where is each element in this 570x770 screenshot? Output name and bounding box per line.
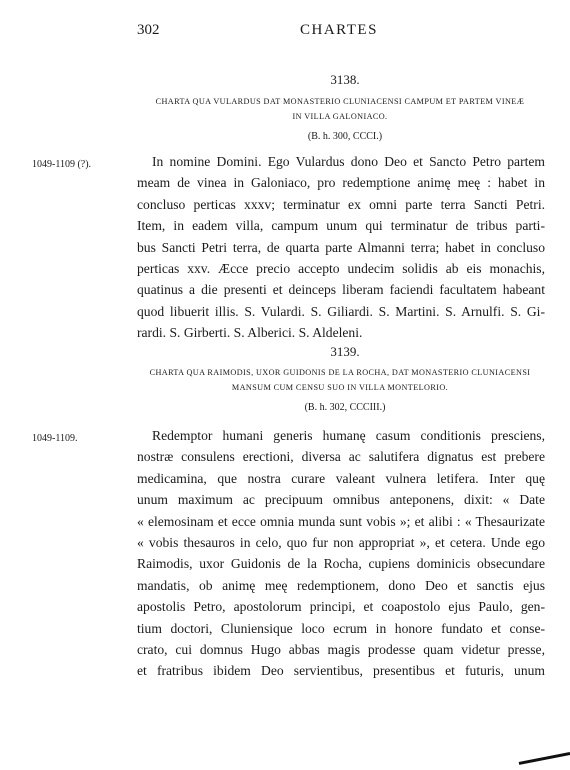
charter-number: 3138. — [330, 72, 360, 87]
text-line: nostræ consulens erectioni, diversa ac salutifera dignatus est prebere — [137, 449, 545, 465]
text-line: tium doctori, Cluniensique loco ecrum in honore fundato et conse- — [137, 620, 545, 636]
charter-title-line: CHARTA QUA VULARDUS DAT MONASTERIO CLUNIACENSI CAMPUM ET PARTEM VINEÆ — [155, 97, 525, 106]
charter-text — [137, 151, 545, 344]
text-line: « vobis thesauros in celo, quo fur non appropriat », et cetera. Unde ego — [137, 535, 545, 551]
page-number: 302 — [137, 22, 160, 38]
charter-title-line: CHARTA QUA RAIMODIS, UXOR GUIDONIS DE LA ROCHA, DAT MONASTERIO CLUNIACENSI — [149, 368, 531, 377]
text-line: unum maximum ac precipuum omnibus anteponens, dixit: « Date — [137, 492, 545, 508]
text-line: « elemosinam et ecce omnia munda sunt vobis »; et alibi : « Thesaurizate — [137, 513, 545, 529]
text-line: et fratribus ibidem Deo servientibus, presentibus et futuris, unum — [137, 663, 545, 679]
text-line: apostolis Petro, apostolorum principi, et coapostolo ejus Paulo, gen- — [137, 599, 545, 615]
text-line: concluso perticas xxxv; terminatur ex omni parte terra Sancti Petri. — [137, 196, 545, 212]
margin-date: 1049-1109. — [32, 433, 78, 444]
text-line: meam de vinea in Galoniaco, pro redemptione animę meę : habet in — [137, 175, 545, 191]
text-line: Redemptor humani generis humanę casum conditionis presciens, — [152, 428, 545, 443]
text-line: Raimodis, uxor Guidonis de la Rocha, cupiens dominicis obsecundare — [137, 556, 545, 572]
charter-title — [140, 365, 540, 395]
text-line: rardi. S. Girberti. S. Alberici. S. Aldeleni. — [137, 325, 363, 341]
text-line: Item, in eadem villa, campum unum qui terminatur de tribus parti- — [137, 218, 545, 234]
charter-number: 3139. — [330, 344, 360, 359]
page-header — [0, 18, 570, 42]
text-line: In nomine Domini. Ego Vulardus dono Deo et Sancto Petro partem — [152, 154, 545, 169]
margin-date: 1049-1109 (?). — [32, 159, 92, 170]
charter-title — [140, 94, 540, 124]
text-line: perticas xxv. Æcce precio accepto undecim solidis ab eis monachis, — [137, 261, 545, 277]
scan-mark — [519, 752, 570, 765]
charter-title-line: IN VILLA GALONIACO. — [292, 112, 388, 121]
charter-title-line: MANSUM CUM CENSU SUO IN VILLA MONTELORIO. — [231, 383, 449, 392]
text-line: bus Sancti Petri terra, de quarta parte Almanni terra; habet in concluso — [137, 239, 545, 255]
text-line: medicamina, que nostra curare valeant vulnera letifera. Inter quę — [137, 470, 545, 486]
text-line: quatinus a die presenti et deinceps liberam faciendi facultatem habeant — [137, 282, 545, 298]
text-line: quod libuerit illis. S. Vulardi. S. Giliardi. S. Martini. S. Arnulfi. S. Gi- — [137, 303, 545, 319]
running-title: CHARTES — [300, 22, 378, 38]
charter-source: (B. h. 302, CCCIII.) — [304, 402, 386, 413]
charter-text — [137, 425, 545, 682]
charter-source: (B. h. 300, CCCI.) — [307, 131, 383, 142]
text-line: mandatis, ob animę meę redemptionem, dono Deo et sanctis ejus — [137, 577, 545, 593]
text-line: crato, cui domnus Hugo abbas magis prodesse quam videtur presse, — [137, 642, 545, 658]
